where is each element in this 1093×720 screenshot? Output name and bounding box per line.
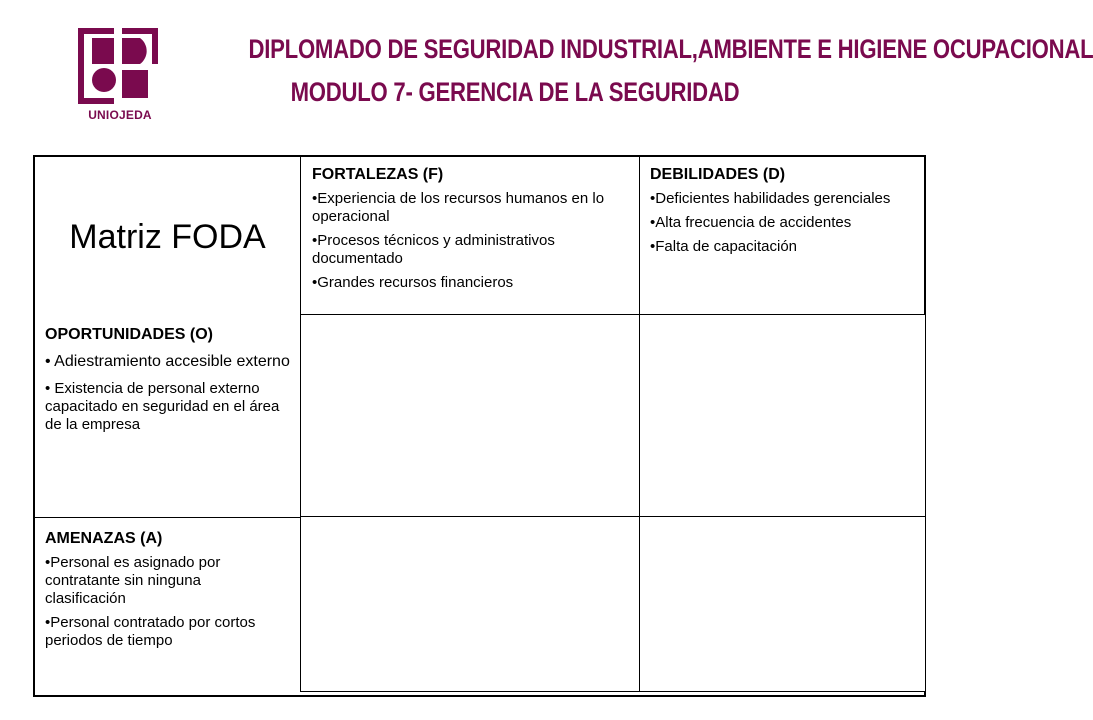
debilidades-cell — [650, 166, 915, 262]
list-item: •Alta frecuencia de accidentes — [650, 214, 852, 231]
list-item: •Personal contratado por cortos periodos de tiempo — [45, 614, 256, 649]
amenazas-heading: AMENAZAS (A) — [45, 530, 163, 547]
list-item: •Grandes recursos financieros — [312, 274, 514, 291]
page-title — [248, 32, 1093, 110]
strategy-fo-box — [300, 314, 640, 520]
matrix-title: Matriz FODA — [69, 217, 266, 256]
list-item: •Experiencia de los recursos humanos en lo operacional — [312, 190, 605, 225]
list-item: •Deficientes habilidades gerenciales — [650, 190, 891, 207]
strategy-do-box — [639, 314, 926, 517]
strategy-da-box — [639, 516, 926, 692]
oportunidades-cell — [45, 326, 290, 442]
list-item: •Personal es asignado por contratante sin ninguna clasificación — [45, 554, 221, 607]
divider — [639, 157, 640, 317]
fortalezas-cell — [312, 166, 632, 298]
list-item: •Falta de capacitación — [650, 238, 798, 255]
list-item: •Procesos técnicos y administrativos documentado — [312, 232, 555, 267]
title-line-2: MODULO 7- GERENCIA DE LA SEGURIDAD — [290, 77, 740, 107]
amenazas-cell — [45, 530, 285, 656]
list-item: • Adiestramiento accesible externo — [45, 353, 290, 370]
fortalezas-heading: FORTALEZAS (F) — [312, 166, 444, 183]
title-line-1: DIPLOMADO DE SEGURIDAD INDUSTRIAL,AMBIENTE E HIGIENE OCUPACIONAL — [248, 34, 1093, 64]
oportunidades-heading: OPORTUNIDADES (O) — [45, 326, 213, 343]
logo-text: UNIOJEDA — [88, 108, 152, 122]
debilidades-heading: DEBILIDADES (D) — [650, 166, 786, 183]
list-item: • Existencia de personal externo capacitado en seguridad en el área de la empresa — [45, 380, 280, 433]
divider — [300, 157, 301, 317]
divider — [35, 517, 300, 518]
strategy-fa-box — [300, 516, 640, 692]
